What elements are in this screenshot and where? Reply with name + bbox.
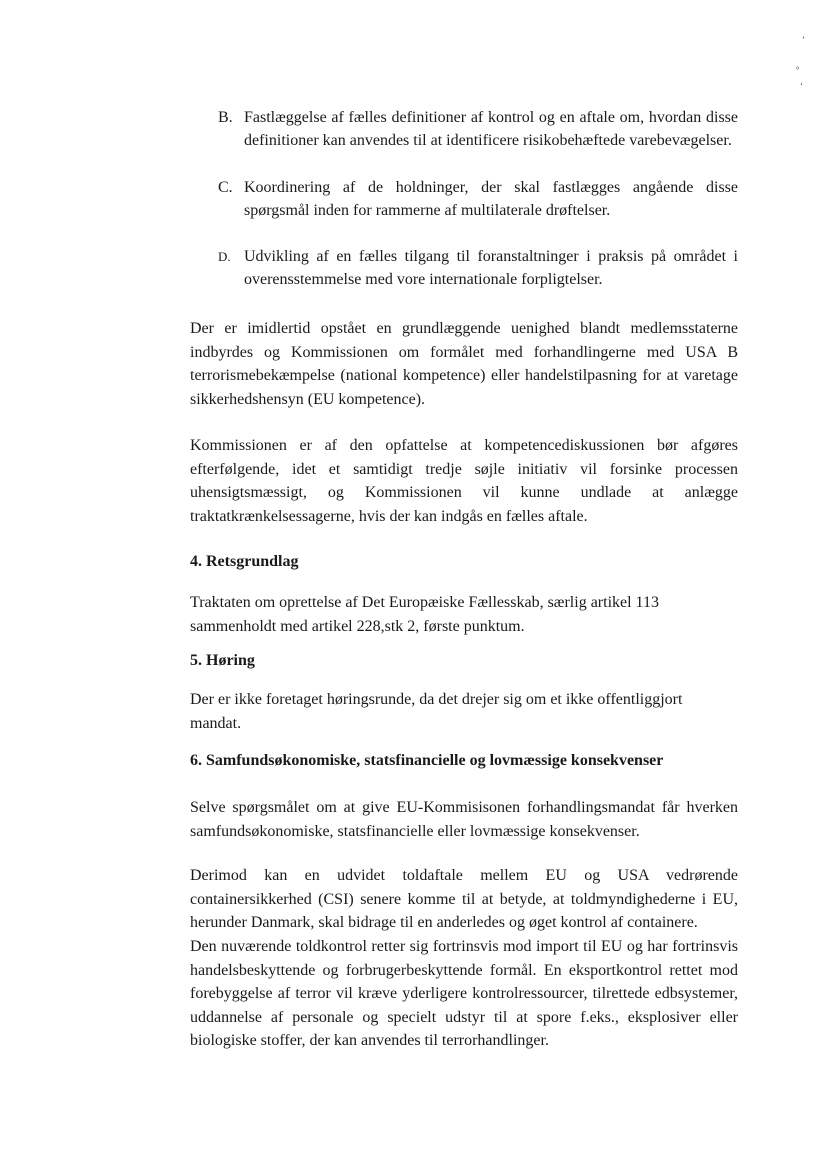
heading-consultation: 5. Høring — [190, 652, 255, 669]
paragraph-container-security: Derimod kan en udvidet toldaftale mellem EU og USA vedrørende containersikkerhed (CSI) senere komme til at betyde, at toldmyndighederne i EU, herunder Danmark, skal bidrage til en anderledes og øget kontrol af containere. — [190, 867, 738, 931]
list-item-text: Udvikling af en fælles tilgang til foranstaltninger i praksis på området i overensstemmelse med vore internationale forpligtelser. — [244, 248, 738, 288]
list-item-text: Koordinering af de holdninger, der skal fastlægges angående disse spørgsmål inden for rammerne af multilaterale drøftelser. — [244, 179, 738, 219]
heading-legal-basis: 4. Retsgrundlag — [190, 553, 299, 570]
list-marker: C. — [218, 179, 233, 196]
list-item-b — [218, 106, 738, 152]
list-item-c — [218, 176, 738, 222]
scan-speck: ’ — [802, 35, 805, 45]
list-marker: B. — [218, 109, 233, 126]
paragraph-customs-control: Den nuværende toldkontrol retter sig fortrinsvis mod import til EU og har fortrinsvis handelsbeskyttende og forbrugerbeskyttende formål. En eksportkontrol rettet mod forebyggelse af terror vil kræve yderligere kontrolressourcer, tilrettede edbsystemer, uddannelse af personale og specielt udstyr til at spore f.eks., eksplosiver eller biologiske stoffer, der kan anvendes til terrorhandlinger. — [190, 938, 738, 1049]
paragraph-no-consequences: Selve spørgsmålet om at give EU-Kommisisonen forhandlingsmandat får hverken samfundsøkonomiske, statsfinancielle eller lovmæssige konsekvenser. — [190, 799, 738, 840]
list-marker: D. — [218, 249, 231, 264]
scan-speck: ‘ — [800, 81, 803, 91]
paragraph-consultation: Der er ikke foretaget høringsrunde, da det drejer sig om et ikke offentliggjort mandat. — [190, 691, 683, 732]
paragraph-legal-basis: Traktaten om oprettelse af Det Europæiske Fællesskab, særlig artikel 113 sammenholdt med artikel 228,stk 2, første punktum. — [190, 594, 659, 635]
list-item-d — [218, 245, 738, 291]
heading-consequences: 6. Samfundsøkonomiske, statsfinancielle og lovmæssige konsekvenser — [190, 752, 664, 769]
list-item-text: Fastlæggelse af fælles definitioner af kontrol og en aftale om, hvordan disse definitioner kan anvendes til at identificere risikobehæftede varebevægelser. — [244, 109, 738, 149]
scan-speck: ° — [796, 65, 800, 75]
paragraph-commission-view: Kommissionen er af den opfattelse at kompetencediskussionen bør afgøres efterfølgende, idet et samtidigt tredje søjle initiativ vil forsinke processen uhensigtsmæssigt, og Kommissionen vil kunne undlade at anlægge traktatkrænkelsessagerne, hvis der kan indgås en fælles aftale. — [190, 437, 738, 525]
paragraph-disagreement: Der er imidlertid opstået en grundlæggende uenighed blandt medlemsstaterne indbyrdes og Kommissionen om formålet med forhandlingerne med USA B terrorismebekæmpelse (national kompetence) eller handelstilpasning for at varetage sikkerhedshensyn (EU kompetence). — [190, 320, 738, 408]
